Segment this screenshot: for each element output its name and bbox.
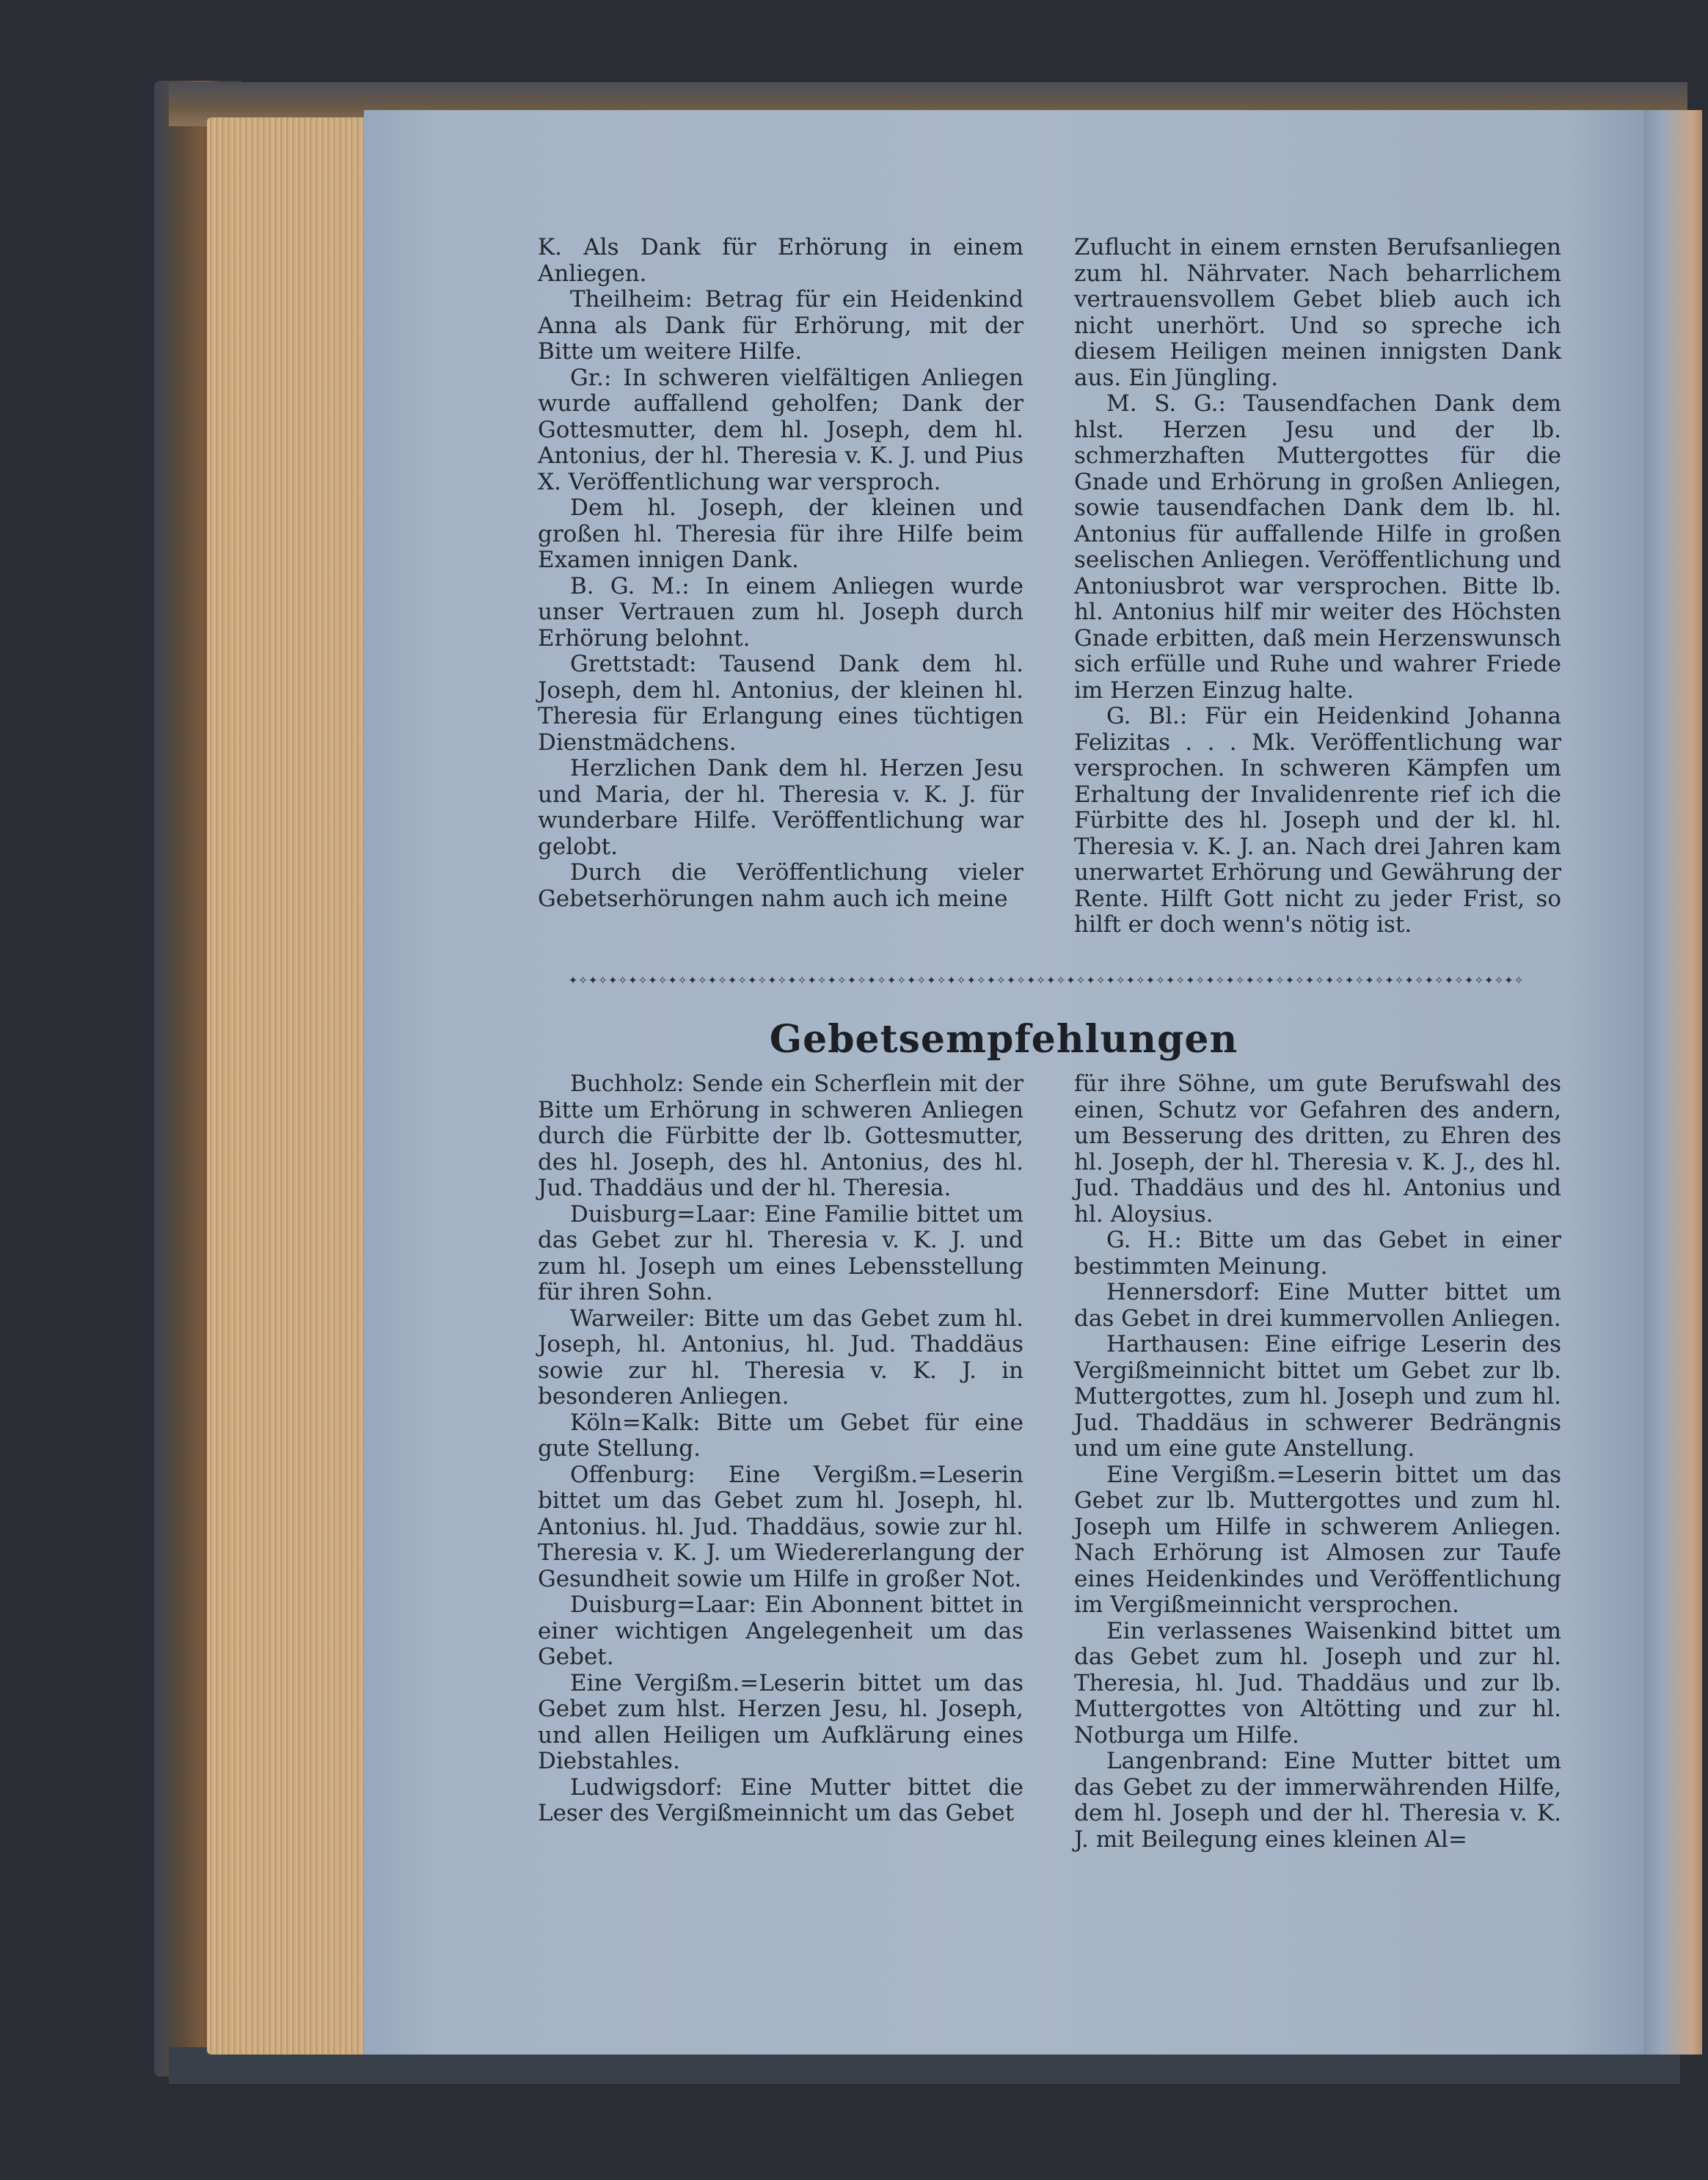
paragraph: Durch die Veröffentlichung vieler Gebetserhörungen nahm auch ich meine (538, 859, 1023, 912)
paragraph: Herzlichen Dank dem hl. Herzen Jesu und Maria, der hl. Theresia v. K. J. für wunderbare Hilfe. Veröffentlichung war gelobt. (538, 755, 1023, 860)
paragraph: Buchholz: Sende ein Scherflein mit der Bitte um Erhörung in schweren Anliegen durch die Fürbitte der lb. Gottesmutter, des hl. Joseph, des hl. Antonius, des hl. Jud. Thaddäus und der hl. Theresia. (538, 1071, 1023, 1201)
paragraph: Grettstadt: Tausend Dank dem hl. Joseph, dem hl. Antonius, der kleinen hl. Theresia für Erlangung eines tüchtigen Dienstmädchens. (538, 651, 1023, 756)
paragraph: Eine Vergißm.=Leserin bittet um das Gebet zur lb. Muttergottes und zum hl. Joseph um Hilfe in schwerem Anliegen. Nach Erhörung ist Almosen zur Taufe eines Heidenkindes und Veröffentlichung im Vergißmeinnicht versprochen. (1074, 1461, 1561, 1618)
paragraph: Gr.: In schweren vielfältigen Anliegen wurde auffallend geholfen; Dank der Gottesmutter, dem hl. Joseph, dem hl. Antonius, der hl. Theresia v. K. J. und Pius X. Veröffentlichung war versproch. (538, 364, 1023, 495)
column-top-right (1074, 235, 1561, 938)
next-page-edge (1636, 110, 1702, 2055)
paragraph: Ein verlassenes Waisenkind bittet um das Gebet zum hl. Joseph und zur hl. Theresia, hl. Jud. Thaddäus und zur lb. Muttergottes von Altötting und zur hl. Notburga um Hilfe. (1074, 1617, 1561, 1749)
column-bottom-left (538, 1071, 1023, 1827)
paragraph: Warweiler: Bitte um das Gebet zum hl. Joseph, hl. Antonius, hl. Jud. Thaddäus sowie zur hl. Theresia v. K. J. in besonderen Anliegen. (538, 1305, 1023, 1410)
paragraph: M. S. G.: Tausendfachen Dank dem hlst. Herzen Jesu und der lb. schmerzhaften Muttergottes für die Gnade und Erhörung in großen Anliegen, sowie tausendfachen Dank dem lb. hl. Antonius für auffallende Hilfe in großen seelischen Anliegen. Veröffentlichung und Antoniusbrot war versprochen. Bitte lb. hl. Antonius hilf mir weiter des Höchsten Gnade erbitten, daß mein Herzenswunsch sich erfülle und Ruhe und wahrer Friede im Herzen Einzug halte. (1074, 390, 1561, 704)
paragraph: Offenburg: Eine Vergißm.=Leserin bittet um das Gebet zum hl. Joseph, hl. Antonius. hl. Jud. Thaddäus, sowie zur hl. Theresia v. K. J. um Wiedererlangung der Gesundheit sowie um Hilfe in großer Not. (538, 1461, 1023, 1592)
paragraph: Hennersdorf: Eine Mutter bittet um das Gebet in drei kummervollen Anliegen. (1074, 1279, 1561, 1332)
page-edges (207, 117, 367, 2055)
paragraph: Harthausen: Eine eifrige Leserin des Vergißmeinnicht bittet um Gebet zur lb. Muttergottes, zum hl. Joseph und zum hl. Jud. Thaddäus in schwerer Bedrängnis und um eine gute Anstellung. (1074, 1331, 1561, 1462)
paragraph: Köln=Kalk: Bitte um Gebet für eine gute Stellung. (538, 1409, 1023, 1462)
column-top-left (538, 235, 1023, 912)
paragraph: Eine Vergißm.=Leserin bittet um das Gebet zum hlst. Herzen Jesu, hl. Joseph, und allen Heiligen um Aufklärung eines Diebstahles. (538, 1669, 1023, 1774)
section-title: Gebetsempfehlungen (769, 1017, 1238, 1062)
book-page (364, 110, 1643, 2055)
column-bottom-right (1074, 1071, 1561, 1853)
paragraph: Zuflucht in einem ernsten Berufsanliegen zum hl. Nährvater. Nach beharrlichem vertrauensvollem Gebet blieb auch ich nicht unerhört. Und so spreche ich diesem Heiligen meinen innigsten Dank aus. Ein Jüngling. (1074, 234, 1561, 391)
paragraph: Theilheim: Betrag für ein Heidenkind Anna als Dank für Erhörung, mit der Bitte um weitere Hilfe. (538, 286, 1023, 365)
paragraph: G. Bl.: Für ein Heidenkind Johanna Felizitas . . . Mk. Veröffentlichung war versprochen. In schweren Kämpfen um Erhaltung der Invalidenrente rief ich die Fürbitte des hl. Joseph und der kl. hl. Theresia v. K. J. an. Nach drei Jahren kam unerwartet Erhörung und Gewährung der Rente. Hilft Gott nicht zu jeder Frist, so hilft er doch wenn's nötig ist. (1074, 703, 1561, 938)
paragraph: G. H.: Bitte um das Gebet in einer bestimmten Meinung. (1074, 1227, 1561, 1280)
paragraph: Duisburg=Laar: Ein Abonnent bittet in einer wichtigen Angelegenheit um das Gebet. (538, 1592, 1023, 1670)
paragraph: Dem hl. Joseph, der kleinen und großen hl. Theresia für ihre Hilfe beim Examen innigen Dank. (538, 495, 1023, 573)
paragraph: Duisburg=Laar: Eine Familie bittet um das Gebet zur hl. Theresia v. K. J. und zum hl. Joseph um eines Lebensstellung für ihren Sohn. (538, 1200, 1023, 1305)
paragraph: K. Als Dank für Erhörung in einem Anliegen. (538, 234, 1023, 287)
paragraph: Ludwigsdorf: Eine Mutter bittet die Leser des Vergißmeinnicht um das Gebet (538, 1773, 1023, 1826)
paragraph: für ihre Söhne, um gute Berufswahl des einen, Schutz vor Gefahren des andern, um Besserung des dritten, zu Ehren des hl. Joseph, der hl. Theresia v. K. J., des hl. Jud. Thaddäus und des hl. Antonius und hl. Aloysius. (1074, 1071, 1561, 1228)
ornamental-divider: ✦✧✦✧✦✧✦✧✦✧✦✧✦✧✦✧✦✧✦✧✦✧✦✧✦✧✦✧✦✧✦✧✦✧✦✧✦✧✦✧✦✧✦✧✦✧✦✧✦✧✦✧✦✧✦✧✦✧✦✧✦✧✦✧✦✧✦✧✦✧✦✧✦✧✦✧✦✧✦✧✦✧✦✧✦✧✦✧✦✧✦✧✦✧✦✧ (568, 974, 1525, 986)
paragraph: B. G. M.: In einem Anliegen wurde unser Vertrauen zum hl. Joseph durch Erhörung belohnt. (538, 572, 1023, 652)
paragraph: Langenbrand: Eine Mutter bittet um das Gebet zu der immerwährenden Hilfe, dem hl. Joseph und der hl. Theresia v. K. J. mit Beilegung eines kleinen Al= (1074, 1748, 1561, 1853)
